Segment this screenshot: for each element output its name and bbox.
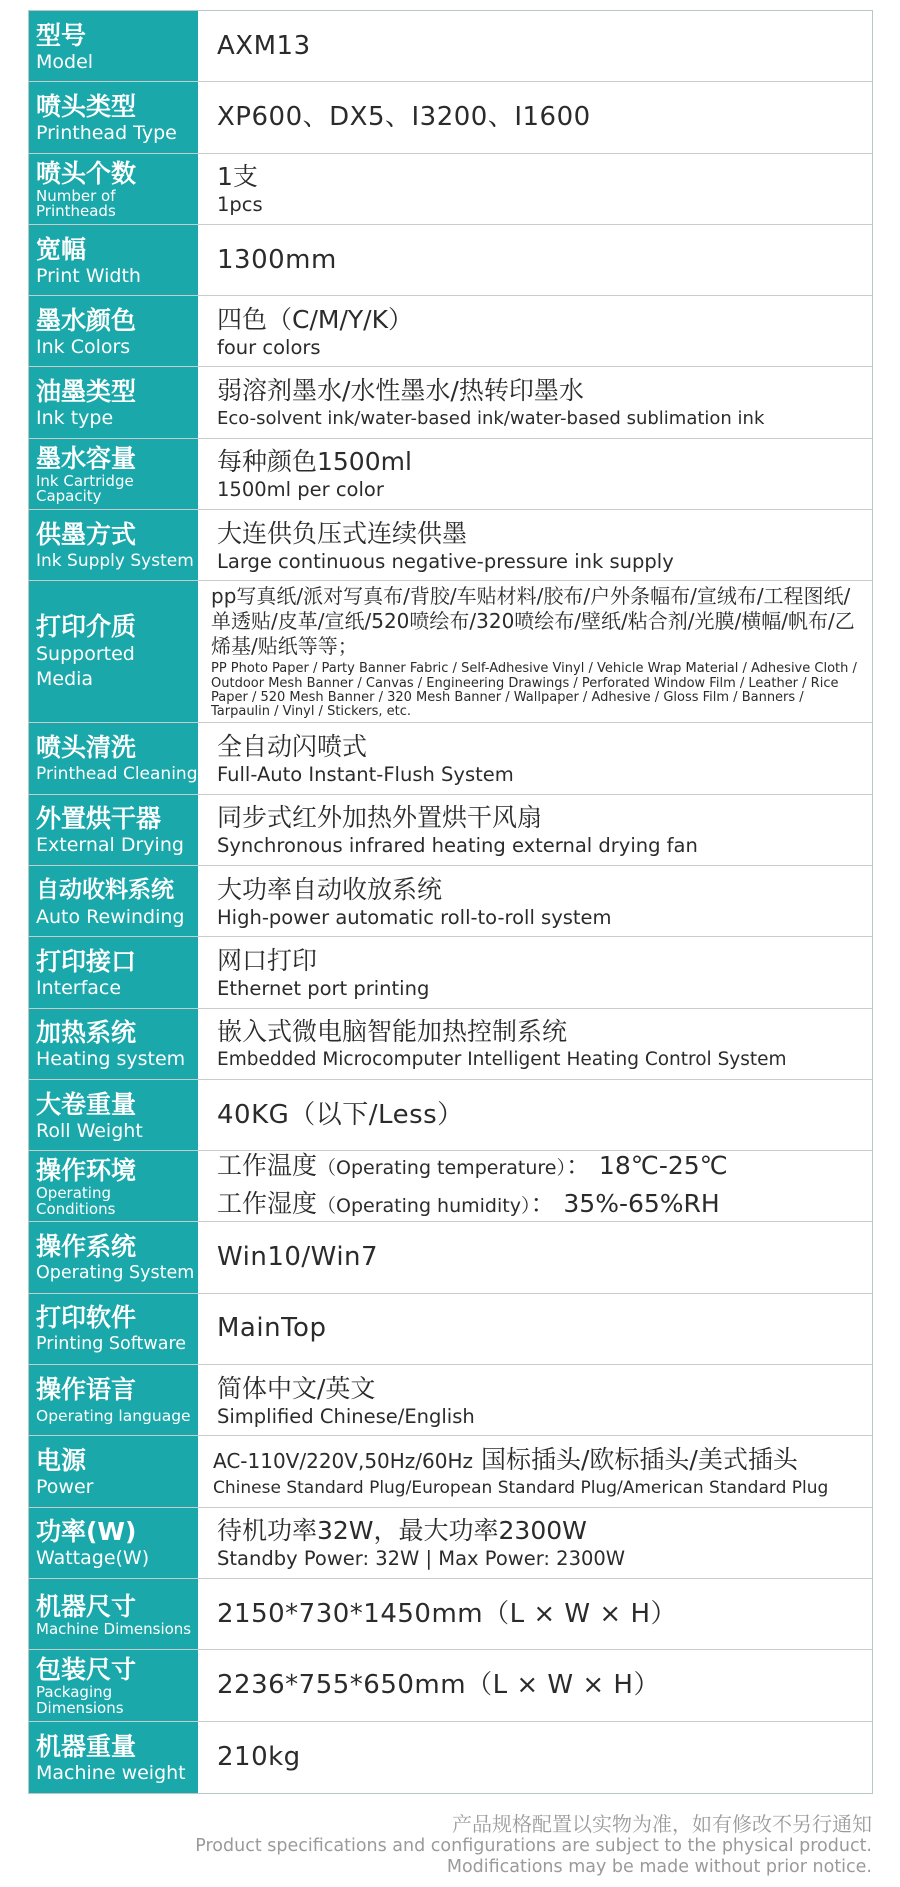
value-en: Full-Auto Instant-Flush System bbox=[217, 763, 514, 787]
spec-value bbox=[199, 367, 872, 437]
label-zh: 喷头清洗 bbox=[36, 733, 137, 763]
label-en: Ink Cartridge Capacity bbox=[36, 471, 134, 506]
hum-value: ： 35%-65%RH bbox=[530, 1189, 720, 1219]
hum-en: （Operating humidity） bbox=[317, 1195, 531, 1218]
spec-row-print-width bbox=[29, 225, 872, 296]
label-zh: 型号 bbox=[36, 20, 87, 50]
value-zh: Win10/Win7 bbox=[217, 1242, 379, 1273]
label-zh: 操作环境 bbox=[36, 1156, 137, 1186]
label-en: External Drying bbox=[36, 834, 184, 857]
value-zh: 待机功率32W，最大功率2300W bbox=[217, 1516, 587, 1546]
label-zh: 功率(W) bbox=[36, 1517, 137, 1547]
disclaimer-en-line1: Product specifications and configurations are subject to the physical product. bbox=[195, 1836, 872, 1856]
value-zh: 210kg bbox=[217, 1741, 301, 1772]
spec-label bbox=[29, 82, 199, 152]
label-en: Operating language bbox=[36, 1406, 191, 1425]
operating-temperature bbox=[217, 1151, 864, 1186]
spec-value bbox=[199, 1722, 872, 1793]
plug-types: 国标插头/欧标插头/美式插头 bbox=[473, 1444, 798, 1474]
spec-row-packaging-dimensions bbox=[29, 1650, 872, 1721]
value-zh: 全自动闪喷式 bbox=[217, 732, 368, 762]
spec-value bbox=[199, 1365, 872, 1435]
value-en: Ethernet port printing bbox=[217, 976, 430, 1000]
label-en: Operating Conditions bbox=[36, 1184, 116, 1218]
spec-label bbox=[29, 296, 199, 366]
spec-row-model bbox=[29, 11, 872, 82]
label-en: Auto Rewinding bbox=[36, 905, 185, 928]
voltage: AC-110V/220V,50Hz/60Hz bbox=[213, 1448, 474, 1473]
spec-row-machine-dimensions bbox=[29, 1579, 872, 1650]
label-zh: 宽幅 bbox=[36, 234, 87, 264]
value-zh: 网口打印 bbox=[217, 945, 318, 975]
label-zh: 打印软件 bbox=[36, 1303, 137, 1333]
value-zh: 四色（C/M/Y/K） bbox=[217, 304, 413, 334]
label-zh: 外置烘干器 bbox=[36, 804, 162, 834]
spec-row-operating-language bbox=[29, 1365, 872, 1436]
label-zh: 喷头个数 bbox=[36, 158, 137, 188]
spec-row-ink-capacity bbox=[29, 439, 872, 510]
spec-value bbox=[199, 795, 872, 865]
spec-label bbox=[29, 154, 199, 224]
spec-label bbox=[29, 510, 199, 580]
label-zh: 油墨类型 bbox=[36, 377, 137, 407]
label-en: Power bbox=[36, 1475, 94, 1498]
spec-label bbox=[29, 581, 199, 722]
spec-row-ink-supply bbox=[29, 510, 872, 581]
spec-row-printhead-count bbox=[29, 154, 872, 225]
spec-value bbox=[199, 1650, 872, 1720]
spec-label bbox=[29, 1294, 199, 1364]
label-zh: 操作系统 bbox=[36, 1232, 137, 1262]
temp-zh: 工作温度 bbox=[217, 1151, 318, 1181]
label-zh: 加热系统 bbox=[36, 1018, 137, 1048]
spec-label bbox=[29, 367, 199, 437]
value-zh: 大连供负压式连续供墨 bbox=[217, 518, 468, 548]
spec-value bbox=[199, 581, 872, 722]
value-zh: 2150*730*1450mm（L × W × H） bbox=[217, 1598, 677, 1629]
value-zh bbox=[213, 1444, 868, 1477]
label-en: Roll Weight bbox=[36, 1119, 143, 1142]
spec-value bbox=[199, 937, 872, 1007]
disclaimer-zh: 产品规格配置以实物为准，如有修改不另行通知 bbox=[452, 1812, 872, 1836]
value-zh: 40KG（以下/Less） bbox=[217, 1099, 464, 1130]
spec-label bbox=[29, 795, 199, 865]
label-zh: 电源 bbox=[36, 1445, 87, 1475]
value-zh: XP600、DX5、I3200、I1600 bbox=[217, 101, 591, 132]
label-zh: 供墨方式 bbox=[36, 519, 137, 549]
value-zh: 1300mm bbox=[217, 244, 337, 275]
label-zh: 机器尺寸 bbox=[36, 1591, 137, 1621]
label-en: Printing Software bbox=[36, 1334, 187, 1355]
spec-row-auto-rewinding bbox=[29, 866, 872, 937]
label-en: Printhead Type bbox=[36, 121, 177, 144]
label-en: Machine weight bbox=[36, 1761, 186, 1784]
spec-row-heating-system bbox=[29, 1009, 872, 1080]
spec-value bbox=[199, 1436, 872, 1506]
spec-label bbox=[29, 937, 199, 1007]
spec-table bbox=[28, 10, 873, 1794]
label-zh: 机器重量 bbox=[36, 1731, 137, 1761]
spec-label bbox=[29, 1508, 199, 1578]
spec-value bbox=[199, 1151, 872, 1221]
spec-label bbox=[29, 11, 199, 81]
spec-value bbox=[199, 510, 872, 580]
value-zh: 简体中文/英文 bbox=[217, 1373, 376, 1403]
spec-value bbox=[199, 82, 872, 152]
value-en: Chinese Standard Plug/European Standard Plug/American Standard Plug bbox=[213, 1477, 829, 1498]
spec-row-ink-colors bbox=[29, 296, 872, 367]
temp-en: （Operating temperature） bbox=[317, 1157, 566, 1180]
value-zh: pp写真纸/派对写真布/背胶/车贴材料/胶布/户外条幅布/宣绒布/工程图纸/单透贴/皮革/宣纸/520喷绘布/320喷绘布/壁纸/粘合剂/光膜/横幅/帆布/乙烯基/贴纸等等； bbox=[211, 584, 855, 659]
label-en: Print Width bbox=[36, 264, 141, 287]
spec-row-machine-weight bbox=[29, 1722, 872, 1793]
label-en: Heating system bbox=[36, 1048, 186, 1071]
spec-value bbox=[199, 1080, 872, 1150]
label-en: Ink Supply System bbox=[36, 550, 194, 571]
spec-row-supported-media bbox=[29, 581, 872, 723]
spec-value bbox=[199, 1222, 872, 1292]
spec-label bbox=[29, 1436, 199, 1506]
spec-row-interface bbox=[29, 937, 872, 1008]
spec-value bbox=[199, 1009, 872, 1079]
spec-value bbox=[199, 1508, 872, 1578]
temp-value: ： 18℃-25℃ bbox=[565, 1151, 728, 1181]
value-en: High-power automatic roll-to-roll system bbox=[217, 905, 612, 929]
label-zh: 操作语言 bbox=[36, 1374, 137, 1404]
value-en: PP Photo Paper / Party Banner Fabric / Self-Adhesive Vinyl / Vehicle Wrap Material / Adhesive Cloth / Outdoor Mesh Banner / Canvas / Engineering Drawings / Perforated Window Film / Leather / Rice Paper / 520 Mesh Banner / 320 Mesh Banner / Wallpaper / Adhesive / Gloss Film / Banners / Tarpaulin / Vinyl / Stickers, etc. bbox=[211, 661, 857, 720]
value-en: Standby Power: 32W | Max Power: 2300W bbox=[217, 1547, 626, 1571]
spec-label bbox=[29, 1579, 199, 1649]
spec-label bbox=[29, 1650, 199, 1720]
value-en: Simplified Chinese/English bbox=[217, 1404, 475, 1428]
operating-humidity bbox=[217, 1186, 864, 1221]
value-zh: 每种颜色1500ml bbox=[217, 447, 412, 477]
value-zh: 2236*755*650mm（L × W × H） bbox=[217, 1669, 660, 1700]
value-zh: 弱溶剂墨水/水性墨水/热转印墨水 bbox=[217, 376, 584, 406]
hum-zh: 工作湿度 bbox=[217, 1189, 318, 1219]
disclaimer-en-line2: Modifications may be made without prior notice. bbox=[446, 1857, 872, 1877]
label-en: Packaging Dimensions bbox=[36, 1683, 124, 1717]
spec-label bbox=[29, 1222, 199, 1292]
spec-value bbox=[199, 866, 872, 936]
spec-row-ink-type bbox=[29, 367, 872, 438]
spec-label bbox=[29, 1365, 199, 1435]
value-zh: 同步式红外加热外置烘干风扇 bbox=[217, 803, 543, 833]
spec-value bbox=[199, 296, 872, 366]
value-en: 1500ml per color bbox=[217, 478, 384, 502]
value-en: 1pcs bbox=[217, 193, 263, 217]
spec-row-wattage bbox=[29, 1508, 872, 1579]
label-en: Interface bbox=[36, 976, 122, 999]
spec-value bbox=[199, 225, 872, 295]
spec-row-operating-system bbox=[29, 1222, 872, 1293]
label-en: Wattage(W) bbox=[36, 1547, 150, 1570]
value-en: Eco-solvent ink/water-based ink/water-based sublimation ink bbox=[217, 408, 765, 430]
spec-label bbox=[29, 1722, 199, 1793]
spec-row-external-drying bbox=[29, 795, 872, 866]
value-en: Synchronous infrared heating external drying fan bbox=[217, 834, 698, 858]
label-zh: 喷头类型 bbox=[36, 91, 137, 121]
spec-label bbox=[29, 1080, 199, 1150]
label-zh: 自动收料系统 bbox=[36, 876, 174, 903]
spec-value bbox=[199, 439, 872, 509]
spec-value bbox=[199, 1294, 872, 1364]
disclaimer-note bbox=[195, 1812, 872, 1878]
label-en: Number of Printheads bbox=[36, 186, 116, 221]
spec-row-printhead-type bbox=[29, 82, 872, 153]
spec-row-printhead-cleaning bbox=[29, 723, 872, 794]
value-zh: AXM13 bbox=[217, 30, 311, 61]
value-zh: 大功率自动收放系统 bbox=[217, 874, 443, 904]
label-zh: 大卷重量 bbox=[36, 1089, 137, 1119]
spec-value bbox=[199, 154, 872, 224]
label-zh: 墨水容量 bbox=[36, 443, 137, 473]
label-zh: 打印介质 bbox=[36, 612, 137, 642]
spec-label bbox=[29, 866, 199, 936]
spec-label bbox=[29, 723, 199, 793]
value-en: Large continuous negative-pressure ink supply bbox=[217, 549, 674, 573]
label-zh: 打印接口 bbox=[36, 946, 137, 976]
spec-row-power bbox=[29, 1436, 872, 1507]
value-zh: 嵌入式微电脑智能加热控制系统 bbox=[217, 1017, 568, 1047]
spec-row-operating-conditions bbox=[29, 1151, 872, 1222]
spec-label bbox=[29, 1151, 199, 1221]
label-en: Machine Dimensions bbox=[36, 1619, 192, 1638]
label-en: Model bbox=[36, 50, 94, 73]
spec-row-printing-software bbox=[29, 1294, 872, 1365]
value-zh: 1支 bbox=[217, 162, 258, 192]
label-en: Supported Media bbox=[36, 643, 135, 691]
label-zh: 墨水颜色 bbox=[36, 305, 137, 335]
spec-label bbox=[29, 439, 199, 509]
label-zh: 包装尺寸 bbox=[36, 1655, 137, 1685]
value-en: Embedded Microcomputer Intelligent Heating Control System bbox=[217, 1049, 787, 1071]
spec-row-roll-weight bbox=[29, 1080, 872, 1151]
label-en: Printhead Cleaning bbox=[36, 764, 198, 785]
value-en: four colors bbox=[217, 335, 321, 359]
label-en: Ink type bbox=[36, 407, 114, 430]
spec-value bbox=[199, 11, 872, 81]
label-en: Ink Colors bbox=[36, 335, 131, 358]
spec-label bbox=[29, 225, 199, 295]
value-zh: MainTop bbox=[217, 1313, 327, 1344]
spec-label bbox=[29, 1009, 199, 1079]
label-en: Operating System bbox=[36, 1263, 195, 1284]
spec-value bbox=[199, 723, 872, 793]
spec-value bbox=[199, 1579, 872, 1649]
